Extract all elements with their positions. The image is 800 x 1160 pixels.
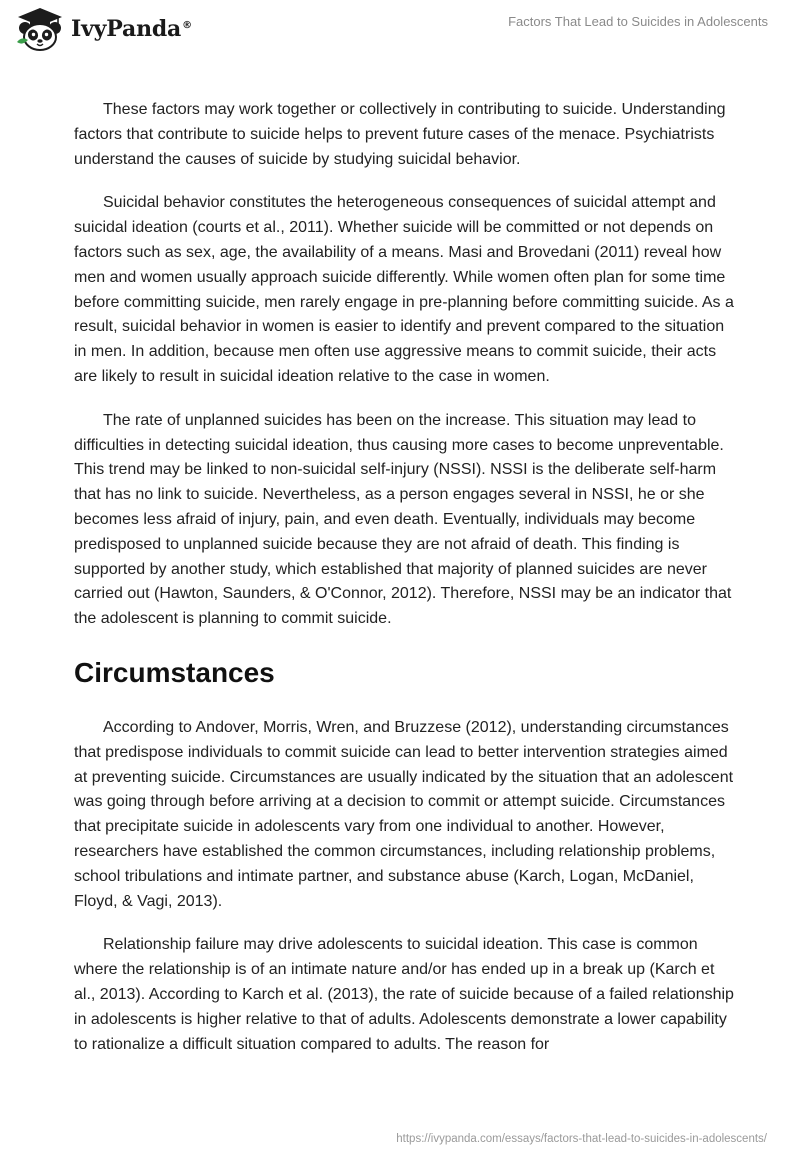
article-body <box>74 98 734 1076</box>
source-url[interactable]: https://ivypanda.com/essays/factors-that-lead-to-suicides-in-adolescents/ <box>396 1133 767 1145</box>
section-heading: Circumstances <box>74 656 275 688</box>
page-header <box>0 0 800 64</box>
paragraph: According to Andover, Morris, Wren, and Bruzzese (2012), understanding circumstances that predispose individuals to commit suicide can lead to better intervention strategies aimed at preventing suicide. Circumstances are usually indicated by the situation that an adolescent was going through before arriving at a decision to commit or attempt suicide. Circumstances that precipitate suicide in adolescents vary from one individual to another. However, researchers have established the common circumstances, including relationship problems, school tribulations and intimate partner, and substance abuse (Karch, Logan, McDaniel, Floyd, & Vagi, 2013). <box>74 718 734 910</box>
paragraph: The rate of unplanned suicides has been on the increase. This situation may lead to difficulties in detecting suicidal ideation, thus causing more cases to become unpreventable. This trend may be linked to non-suicidal self-injury (NSSI). NSSI is the deliberate self-harm that has no link to suicide. Nevertheless, as a person engages several in NSSI, he or she becomes less afraid of injury, pain, and even death. Eventually, individuals may become predisposed to unplanned suicide because they are not afraid of death. This finding is supported by another study, which established that majority of planned suicides are never carried out (Hawton, Saunders, & O'Connor, 2012). Therefore, NSSI may be an indicator that the adolescent is planning to commit suicide. <box>74 411 732 628</box>
brand-logo[interactable] <box>14 6 192 52</box>
paragraph: These factors may work together or collectively in contributing to suicide. Understanding factors that contribute to suicide helps to prevent future cases of the menace. Psychiatrists understand the causes of suicide by studying suicidal behavior. <box>74 101 726 168</box>
paragraph: Relationship failure may drive adolescents to suicidal ideation. This case is common where the relationship is of an intimate nature and/or has ended up in a break up (Karch et al., 2013). According to Karch et al. (2013), the rate of suicide because of a failed relationship in adolescents is higher relative to that of adults. Adolescents demonstrate a lower capability to rationalize a difficult situation compared to adults. The reason for <box>74 936 734 1053</box>
panda-mascot-icon <box>14 6 66 52</box>
paragraph: Suicidal behavior constitutes the heterogeneous consequences of suicidal attempt and suicidal ideation (courts et al., 2011). Whether suicide will be committed or not depends on factors such as sex, age, the availability of a means. Masi and Brovedani (2011) reveal how men and women usually approach suicide differently. While women often plan for some time before committing suicide, men rarely engage in pre-planning before committing suicide. As a result, suicidal behavior in women is easier to identify and prevent compared to the situation in men. In addition, because men often use aggressive means to commit suicide, their acts are likely to result in suicidal ideation relative to the case in women. <box>74 194 734 385</box>
document-title: Factors That Lead to Suicides in Adolescents <box>508 14 768 29</box>
brand-name: IvyPanda® <box>71 16 192 42</box>
